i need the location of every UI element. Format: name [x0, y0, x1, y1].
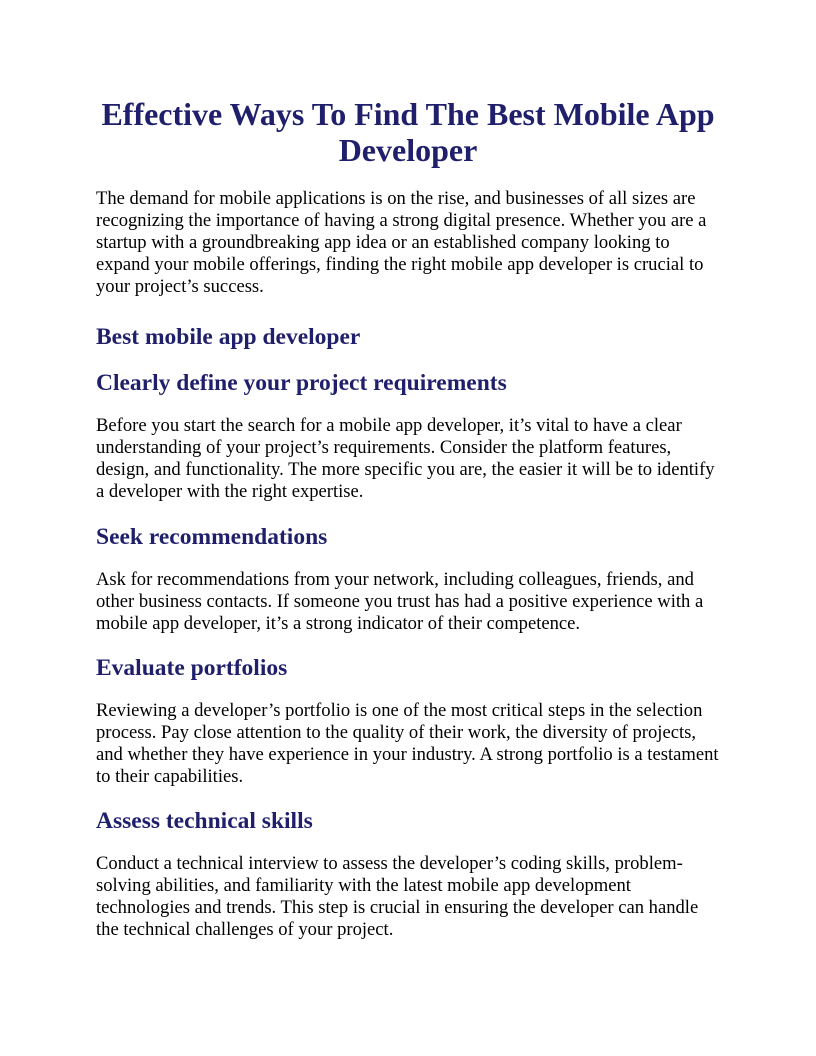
- page-title: Effective Ways To Find The Best Mobile App Developer: [101, 96, 715, 168]
- section-body-define-requirements: Before you start the search for a mobile app developer, it’s vital to have a clear understanding of your project’s requirements. Consider the platform features, design, and functionality. The more specific you are, the easier it will be to identify a developer with the right expertise.: [96, 415, 715, 502]
- section-body-seek-recommendations: Ask for recommendations from your network, including colleagues, friends, and other business contacts. If someone you trust has had a positive experience with a mobile app developer, it’s a strong indicator of their competence.: [96, 569, 704, 634]
- section-heading-assess-skills: Assess technical skills: [96, 808, 313, 834]
- section-heading-seek-recommendations: Seek recommendations: [96, 524, 328, 550]
- section-body-evaluate-portfolios: Reviewing a developer’s portfolio is one of the most critical steps in the selection process. Pay close attention to the quality of their work, the diversity of projects, and whether they have experience in your industry. A strong portfolio is a testament to their capabilities.: [96, 700, 719, 787]
- section-body-assess-skills: Conduct a technical interview to assess the developer’s coding skills, problem-solving abilities, and familiarity with the latest mobile app development technologies and trends. This step is crucial in ensuring the developer can handle the technical challenges of your project.: [96, 853, 699, 940]
- section-heading-define-requirements: Clearly define your project requirements: [96, 370, 507, 396]
- document-page: [96, 96, 720, 941]
- intro-paragraph: The demand for mobile applications is on the rise, and businesses of all sizes are recognizing the importance of having a strong digital presence. Whether you are a startup with a groundbreaking app idea or an established company looking to expand your mobile offerings, finding the right mobile app developer is crucial to your project’s success.: [96, 188, 707, 297]
- section-heading-evaluate-portfolios: Evaluate portfolios: [96, 655, 288, 681]
- section-heading-best-developer: Best mobile app developer: [96, 324, 361, 350]
